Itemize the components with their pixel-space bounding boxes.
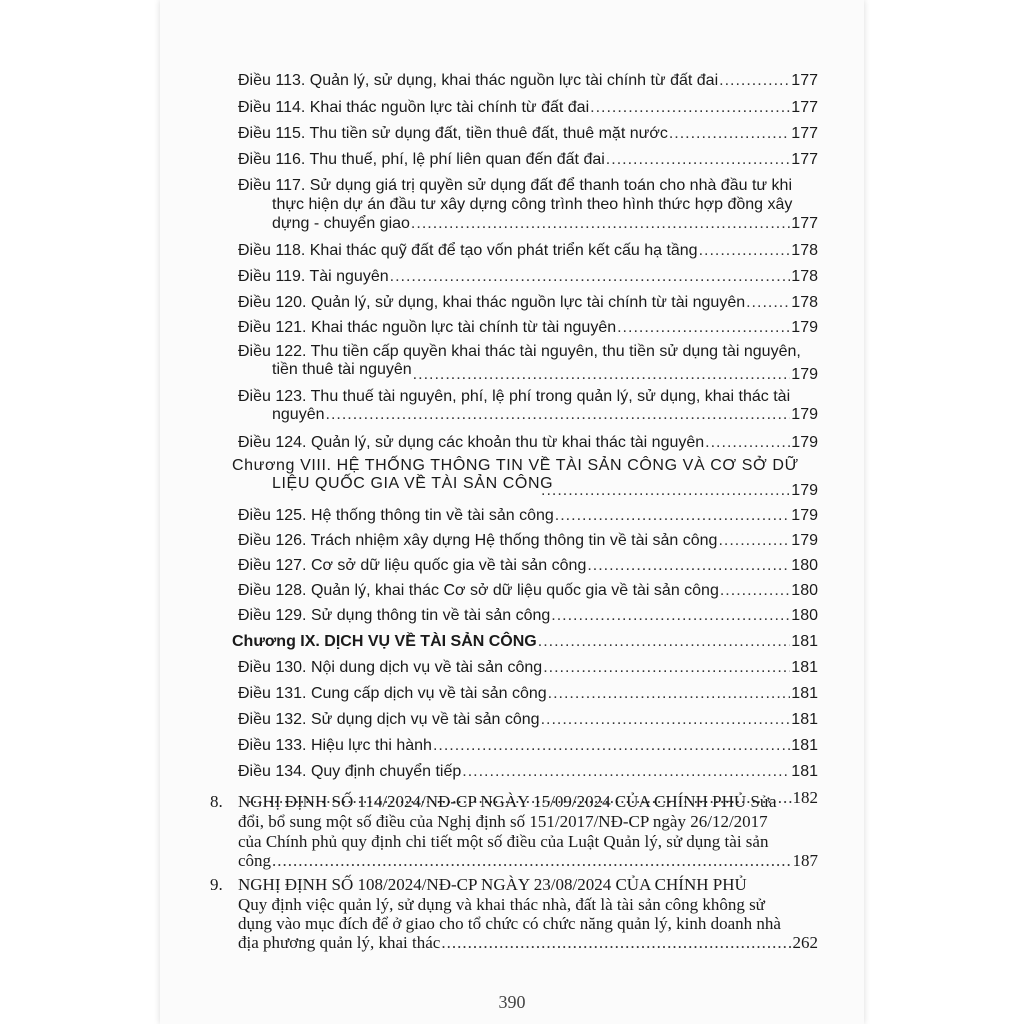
toc-entry-page: 181 (791, 737, 818, 754)
toc-entry-page: 187 (792, 851, 818, 870)
chapter-heading: Chương IX. DỊCH VỤ VỀ TÀI SẢN CÔNG (232, 633, 537, 650)
toc-entry-title: Điều 127. Cơ sở dữ liệu quốc gia về tài sản công (238, 557, 587, 574)
toc-entry-page: 177 (791, 151, 818, 168)
item-title-cont: công (238, 851, 272, 870)
toc-entry-title: Điều 125. Hệ thống thông tin về tài sản công (238, 507, 554, 524)
toc-entry (272, 215, 818, 233)
toc-entry-page: 179 (791, 507, 818, 524)
item-title: NGHỊ ĐỊNH SỐ 114/2024/NĐ-CP NGÀY 15/09/2024 CỦA CHÍNH PHỦ Sửa (238, 792, 777, 811)
toc-entry-title: Điều 131. Cung cấp dịch vụ về tài sản công (238, 685, 547, 702)
toc-entry-title: Điều 130. Nội dung dịch vụ về tài sản công (238, 659, 543, 676)
toc-entry (238, 532, 818, 550)
toc-entry-title: Điều 124. Quản lý, sử dụng các khoản thu từ khai thác tài nguyên (238, 434, 705, 451)
toc-entry (272, 366, 818, 384)
toc-entry-title: Điều 129. Sử dụng thông tin về tài sản công (238, 607, 551, 624)
toc-entry-page: 178 (791, 294, 818, 311)
toc-entry-page: 177 (791, 99, 818, 116)
toc-entry-title: Điều 120. Quản lý, sử dụng, khai thác nguồn lực tài chính từ tài nguyên (238, 294, 746, 311)
toc-entry-title: Điều 115. Thu tiền sử dụng đất, tiền thuê đất, thuê mặt nước (238, 125, 668, 142)
toc-entry (238, 72, 818, 90)
toc-entry (238, 711, 818, 729)
toc-entry-title: Điều 113. Quản lý, sử dụng, khai thác nguồn lực tài chính từ đất đai (238, 72, 719, 89)
toc-entry-title: Điều 132. Sử dụng dịch vụ về tài sản công (238, 711, 540, 728)
toc-entry-title: Điều 133. Hiệu lực thi hành (238, 737, 432, 754)
toc-entry (238, 763, 818, 781)
toc-entry-page: 181 (791, 659, 818, 676)
toc-entry-page: 181 (791, 685, 818, 702)
toc-entry-page: 179 (791, 366, 818, 383)
toc-entry-title: Điều 122. Thu tiền cấp quyền khai thác tài nguyên, thu tiền sử dụng tài nguyên, (238, 343, 801, 360)
toc-entry-page: 178 (791, 242, 818, 259)
toc-entry (238, 125, 818, 143)
toc-entry (540, 482, 818, 500)
toc-entry-page: 177 (791, 125, 818, 142)
toc-entry (238, 242, 818, 260)
item-title-cont: của Chính phủ quy định chi tiết một số điều của Luật Quản lý, sử dụng tài sản (238, 832, 769, 851)
book-page (160, 0, 864, 1024)
toc-entry-page: 181 (791, 763, 818, 780)
toc-entry (238, 294, 818, 312)
toc-entry (238, 582, 818, 600)
toc-entry (272, 406, 818, 424)
toc-entry-page: 177 (791, 215, 818, 232)
toc-entry-page: 179 (791, 434, 818, 451)
toc-entry-title: Điều 118. Khai thác quỹ đất để tạo vốn phát triển kết cấu hạ tầng (238, 242, 698, 259)
toc-entry (238, 659, 818, 677)
chapter-entry (232, 633, 818, 651)
item-title-cont: đổi, bổ sung một số điều của Nghị định số 151/2017/NĐ-CP ngày 26/12/2017 (238, 812, 768, 831)
toc-entry-title: Điều 126. Trách nhiệm xây dựng Hệ thống thông tin về tài sản công (238, 532, 718, 549)
toc-entry-page: 179 (791, 406, 818, 423)
toc-entry-page: 262 (792, 933, 818, 952)
toc-entry (238, 507, 818, 525)
toc-entry-page: 182 (792, 788, 818, 807)
toc-entry-title-cont: thực hiện dự án đầu tư xây dựng công trình theo hình thức hợp đồng xây (272, 196, 793, 213)
toc-entry (238, 99, 818, 117)
toc-entry-title-cont: dựng - chuyển giao (272, 215, 410, 232)
toc-entry-title-cont: nguyên (272, 406, 325, 423)
toc-entry (238, 268, 818, 286)
toc-entry-page: 178 (791, 268, 818, 285)
toc-entry (238, 151, 818, 169)
toc-entry-page: 181 (791, 711, 818, 728)
toc-entry-title-cont: tiền thuê tài nguyên (272, 361, 412, 378)
item-title-cont: dụng vào mục đích để ở giao cho tổ chức có chức năng quản lý, kinh doanh nhà (238, 914, 781, 933)
item-entry (238, 851, 818, 871)
toc-entry (238, 319, 818, 337)
chapter-heading-cont: LIỆU QUỐC GIA VỀ TÀI SẢN CÔNG (272, 475, 554, 492)
toc-entry-title: Điều 134. Quy định chuyển tiếp (238, 763, 462, 780)
page-number: 390 (498, 992, 526, 1012)
toc-entry-title: Điều 121. Khai thác nguồn lực tài chính từ tài nguyên (238, 319, 617, 336)
toc-entry (238, 557, 818, 575)
toc-entry-title: Điều 114. Khai thác nguồn lực tài chính từ đất đai (238, 99, 590, 116)
toc-entry-page: 180 (791, 557, 818, 574)
toc-entry-page: 179 (791, 532, 818, 549)
toc-entry-title: Điều 128. Quản lý, khai thác Cơ sở dữ liệu quốc gia về tài sản công (238, 582, 719, 599)
toc-entry-page: 179 (791, 482, 818, 499)
item-title-cont: Quy định việc quản lý, sử dụng và khai thác nhà, đất là tài sản công không sử (238, 895, 765, 914)
toc-entry (238, 434, 818, 452)
toc-entry-page: 179 (791, 319, 818, 336)
toc-entry-title: Điều 123. Thu thuế tài nguyên, phí, lệ phí trong quản lý, sử dụng, khai thác tài (238, 388, 791, 405)
item-entry (238, 933, 818, 953)
item-title-cont: địa phương quản lý, khai thác (238, 933, 441, 952)
toc-entry (238, 737, 818, 755)
toc-entry-title: Điều 117. Sử dụng giá trị quyền sử dụng đất để thanh toán cho nhà đầu tư khi (238, 177, 792, 194)
toc-entry (238, 685, 818, 703)
item-title: NGHỊ ĐỊNH SỐ 108/2024/NĐ-CP NGÀY 23/08/2024 CỦA CHÍNH PHỦ (238, 875, 747, 894)
toc-entry-page: 180 (791, 607, 818, 624)
toc-entry-page: 180 (791, 582, 818, 599)
toc-entry (238, 607, 818, 625)
toc-entry-title: Điều 119. Tài nguyên (238, 268, 389, 285)
item-number: 8. (210, 792, 223, 811)
toc-entry-page: 181 (791, 633, 818, 650)
chapter-heading: Chương VIII. HỆ THỐNG THÔNG TIN VỀ TÀI SẢN CÔNG VÀ CƠ SỞ DỮ (232, 457, 799, 474)
toc-entry-page: 177 (791, 72, 818, 89)
item-number: 9. (210, 875, 223, 894)
toc-entry-title: Điều 116. Thu thuế, phí, lệ phí liên quan đến đất đai (238, 151, 605, 168)
